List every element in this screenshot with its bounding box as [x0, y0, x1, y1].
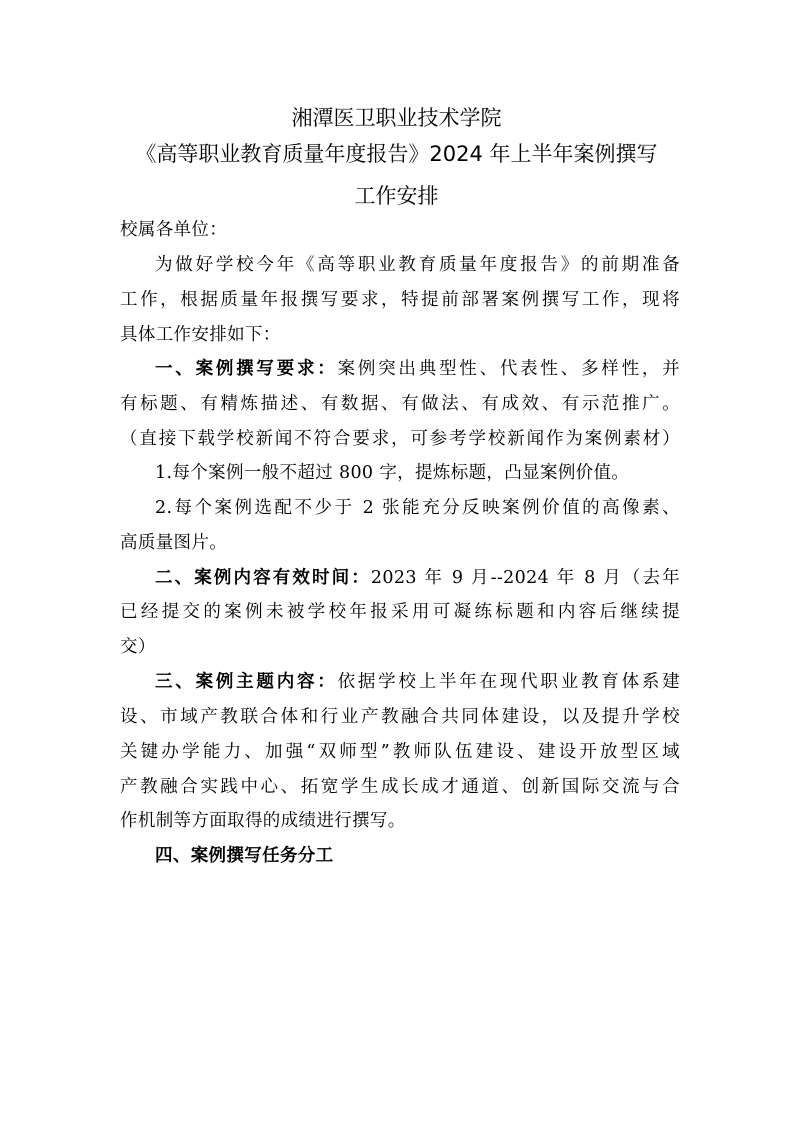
section-3-first-line: [155, 668, 680, 696]
section-1-item-2-line-2: 高质量图片。: [120, 533, 228, 553]
document-title-school: 湘潭医卫职业技术学院: [291, 106, 502, 130]
section-3-line-4: 产教融合实践中心、拓宽学生成长成才通道、创新国际交流与合: [120, 777, 680, 797]
document-title-report: 《高等职业教育质量年度报告》2024 年上半年案例撰写: [135, 142, 658, 166]
section-1-line-2: 有标题、有精炼描述、有数据、有做法、有成效、有示范推广。: [120, 394, 680, 414]
section-1-item-2-line-1: 2.每个案例选配不少于 2 张能充分反映案例价值的高像素、: [155, 498, 680, 518]
section-1-heading: 一、案例撰写要求：: [155, 359, 338, 379]
document-title-arrangement: 工作安排: [354, 184, 439, 208]
section-3-line-3: 关键办学能力、加强“双师型”教师队伍建设、建设开放型区域: [120, 742, 680, 762]
section-2-line-2: 已经提交的案例未被学校年报采用可凝练标题和内容后继续提: [120, 602, 680, 622]
section-3-line-2: 设、市域产教联合体和行业产教融合共同体建设，以及提升学校: [120, 707, 680, 727]
section-4-heading: 四、案例撰写任务分工: [155, 846, 334, 866]
section-1-line-3: （直接下载学校新闻不符合要求，可参考学校新闻作为案例素材）: [120, 429, 680, 449]
section-2-heading: 二、案例内容有效时间：: [155, 568, 371, 588]
section-3-line-5: 作机制等方面取得的成绩进行撰写。: [120, 811, 406, 831]
section-1-first-line: [155, 355, 680, 383]
intro-line-1: 为做好学校今年《高等职业教育质量年度报告》的前期准备: [155, 255, 680, 275]
section-2-text: 2023 年 9 月--2024 年 8 月（去年: [370, 568, 680, 588]
salutation: 校属各单位：: [120, 220, 228, 240]
section-3-heading: 三、案例主题内容：: [155, 672, 338, 692]
intro-line-2: 工作，根据质量年报撰写要求，特提前部署案例撰写工作，现将: [120, 290, 680, 310]
section-3-text: 依据学校上半年在现代职业教育体系建: [337, 672, 680, 692]
section-1-text: 案例突出典型性、代表性、多样性，并: [337, 359, 680, 379]
intro-line-3: 具体工作安排如下：: [120, 325, 281, 345]
section-2-line-3: 交）: [120, 637, 156, 657]
section-1-item-1: 1.每个案例一般不超过 800 字，提炼标题，凸显案例价值。: [155, 463, 630, 483]
section-2-first-line: [155, 564, 680, 592]
